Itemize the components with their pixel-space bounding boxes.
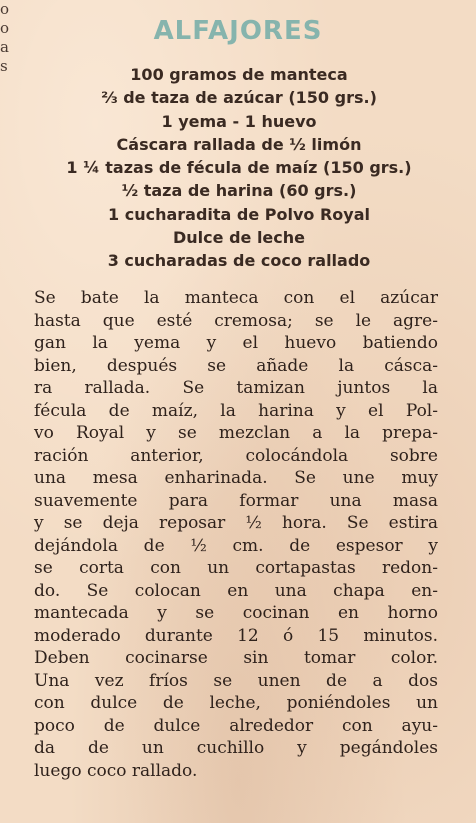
ingredient-item: ⅔ de taza de azúcar (150 grs.) bbox=[101, 88, 377, 108]
margin-fragment: o bbox=[0, 19, 10, 37]
ingredient-item: 1 ¼ tazas de fécula de maíz (150 grs.) bbox=[66, 158, 412, 178]
method-line: bien, después se añade la cásca- bbox=[34, 355, 438, 376]
method-line: ración anterior, colocándola sobre bbox=[34, 445, 438, 466]
method-line: poco de dulce alrededor con ayu- bbox=[34, 715, 438, 736]
margin-fragment: a bbox=[0, 38, 9, 56]
ingredient-item: ½ taza de harina (60 grs.) bbox=[121, 181, 357, 201]
ingredient-item: 1 cucharadita de Polvo Royal bbox=[108, 204, 370, 224]
method-line: Una vez fríos se unen de a dos bbox=[34, 670, 438, 691]
method-line: una mesa enharinada. Se une muy bbox=[34, 468, 438, 488]
method-line: moderado durante 12 ó 15 minutos. bbox=[34, 625, 438, 646]
method-line: vo Royal y se mezclan a la prepa- bbox=[34, 423, 438, 443]
ingredient-item: Cáscara rallada de ½ limón bbox=[116, 134, 362, 154]
ingredient-list bbox=[30, 63, 448, 273]
ingredient-item: 1 yema - 1 huevo bbox=[161, 111, 317, 131]
ingredient-item: Dulce de leche bbox=[173, 228, 305, 248]
recipe-title: ALFAJORES bbox=[153, 16, 323, 46]
method-line: se corta con un cortapastas redon- bbox=[34, 558, 438, 578]
method-line: do. Se colocan en una chapa en- bbox=[34, 580, 438, 601]
method-line: da de un cuchillo y pegándoles bbox=[34, 738, 438, 758]
ingredient-item: 3 cucharadas de coco rallado bbox=[107, 251, 371, 271]
method-line: suavemente para formar una masa bbox=[34, 490, 438, 511]
method-line: dejándola de ½ cm. de espesor y bbox=[34, 535, 438, 556]
method-line: Se bate la manteca con el azúcar bbox=[34, 288, 438, 308]
recipe-method bbox=[34, 287, 438, 782]
margin-fragment: o bbox=[0, 0, 10, 18]
margin-fragment: s bbox=[0, 57, 8, 75]
ingredient-item: 100 gramos de manteca bbox=[130, 65, 348, 84]
method-line: mantecada y se cocinan en horno bbox=[34, 603, 438, 623]
method-line: con dulce de leche, poniéndoles un bbox=[34, 693, 438, 713]
method-line: y se deja reposar ½ hora. Se estira bbox=[34, 513, 438, 533]
method-line: gan la yema y el huevo batiendo bbox=[34, 333, 438, 353]
method-line: hasta que esté cremosa; se le agre- bbox=[34, 310, 438, 331]
method-line: ra rallada. Se tamizan juntos la bbox=[34, 378, 438, 398]
method-line: fécula de maíz, la harina y el Pol- bbox=[34, 400, 438, 421]
method-line: luego coco rallado. bbox=[34, 760, 198, 781]
method-line: Deben cocinarse sin tomar color. bbox=[34, 648, 438, 668]
